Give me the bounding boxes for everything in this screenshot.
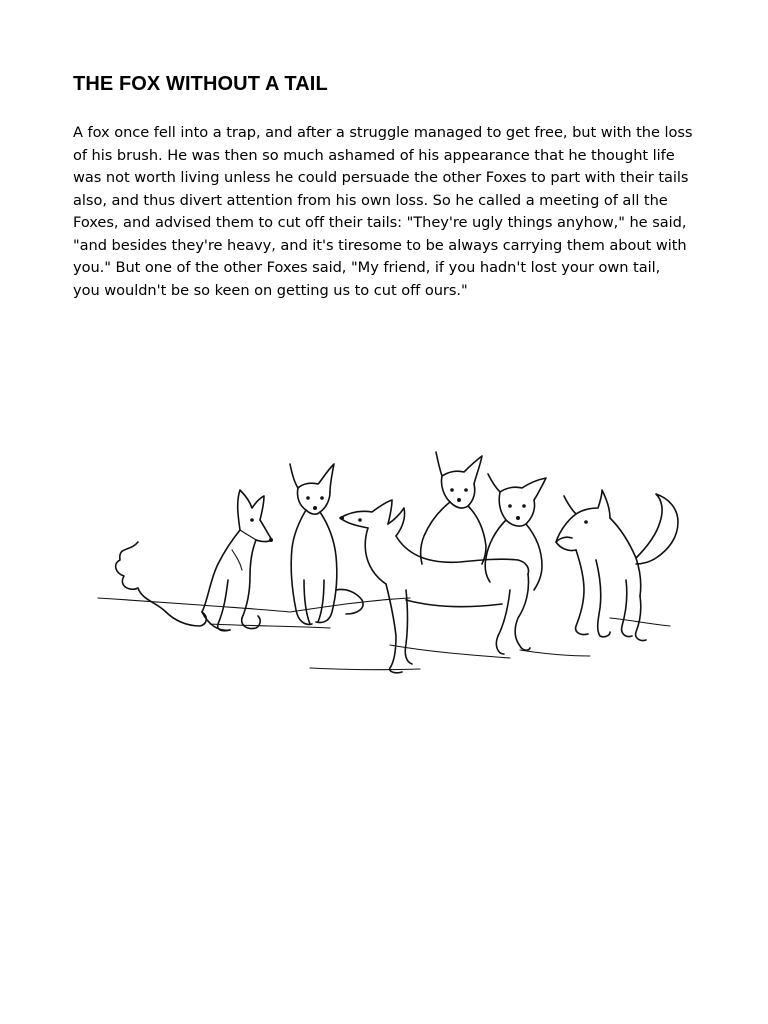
fox-sitting-back-center <box>421 452 486 564</box>
story-paragraph <box>73 122 713 302</box>
fox-sitting-front <box>290 464 363 624</box>
paragraph-line: you." But one of the other Foxes said, "My friend, if you hadn't lost your own tail, <box>73 259 661 276</box>
paragraph-line: A fox once fell into a trap, and after a struggle managed to get free, but with the loss <box>73 124 693 141</box>
page-title: THE FOX WITHOUT A TAIL <box>73 73 328 95</box>
fox-group-drawing <box>90 440 680 680</box>
fox-speaking-right <box>556 490 678 641</box>
paragraph-line: Foxes, and advised them to cut off their tails: "They're ugly things anyhow," he said, <box>73 214 687 231</box>
paragraph-line: was not worth living unless he could persuade the other Foxes to part with their tails <box>73 169 689 186</box>
paragraph-line: of his brush. He was then so much ashamed of his appearance that he thought life <box>73 146 675 164</box>
paragraph-line: also, and thus divert attention from his own loss. So he called a meeting of all the <box>73 191 668 209</box>
fox-group-illustration <box>90 440 680 680</box>
paragraph-line: you wouldn't be so keen on getting us to cut off ours." <box>73 281 468 299</box>
fox-sitting-left <box>116 490 273 631</box>
paragraph-line: "and besides they're heavy, and it's tiresome to be always carrying them about with <box>73 236 687 254</box>
fox-sitting-right-center <box>485 474 546 590</box>
